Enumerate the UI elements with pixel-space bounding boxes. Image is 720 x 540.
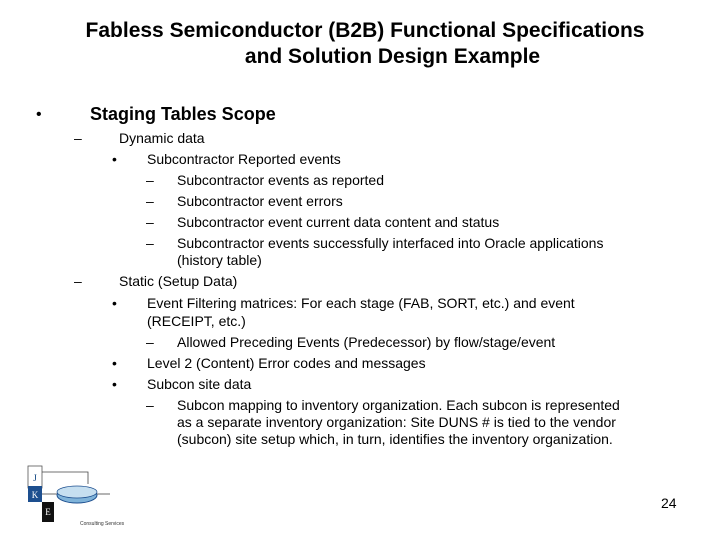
bullet-marker: • bbox=[112, 151, 117, 167]
bullet-marker: • bbox=[112, 295, 117, 311]
list-item: Subcontractor events as reported bbox=[177, 172, 385, 188]
logo-disc-top bbox=[57, 486, 97, 498]
title-line-1: Fabless Semiconductor (B2B) Functional Specifications bbox=[85, 19, 645, 42]
subcon-site-data: Subcon site data bbox=[147, 376, 252, 392]
dash-marker: – bbox=[74, 130, 82, 146]
list-item: Allowed Preceding Events (Predecessor) by flow/stage/event bbox=[177, 334, 556, 350]
list-item-continuation: as a separate inventory organization: Site DUNS # is tied to the vendor bbox=[177, 414, 616, 430]
static-data-label: Static (Setup Data) bbox=[119, 273, 238, 289]
list-item: Subcon mapping to inventory organization. Each subcon is represented bbox=[177, 397, 620, 413]
page-number: 24 bbox=[661, 495, 677, 511]
bullet-marker: • bbox=[112, 376, 117, 392]
list-item-continuation: (history table) bbox=[177, 252, 262, 268]
event-filtering-continuation: (RECEIPT, etc.) bbox=[147, 313, 246, 329]
dash-marker: – bbox=[146, 172, 154, 188]
list-item-continuation: (subcon) site setup which, in turn, identifies the inventory organization. bbox=[177, 431, 613, 447]
list-item: Subcontractor event errors bbox=[177, 193, 343, 209]
level2-error-codes: Level 2 (Content) Error codes and messages bbox=[147, 355, 426, 371]
bullet-marker: • bbox=[112, 355, 117, 371]
heading-bullet: • bbox=[36, 106, 42, 123]
title-line-2: and Solution Design Example bbox=[244, 45, 541, 68]
dash-marker: – bbox=[146, 193, 154, 209]
list-item: Subcontractor events successfully interfaced into Oracle applications bbox=[177, 235, 604, 251]
logo-letter-top: J bbox=[33, 473, 37, 483]
company-logo bbox=[14, 464, 124, 528]
subcontractor-events-label: Subcontractor Reported events bbox=[147, 151, 341, 167]
dash-marker: – bbox=[146, 397, 154, 413]
dash-marker: – bbox=[146, 214, 154, 230]
dash-marker: – bbox=[74, 273, 82, 289]
logo-connector bbox=[42, 472, 88, 484]
event-filtering-text: Event Filtering matrices: For each stage (FAB, SORT, etc.) and event bbox=[147, 295, 575, 311]
dash-marker: – bbox=[146, 334, 154, 350]
slide-title bbox=[0, 18, 720, 70]
section-heading: Staging Tables Scope bbox=[90, 104, 276, 124]
logo-letter-mid: K bbox=[31, 490, 39, 500]
dynamic-data-label: Dynamic data bbox=[119, 130, 205, 146]
logo-letter-bottom: E bbox=[45, 507, 51, 517]
dash-marker: – bbox=[146, 235, 154, 251]
list-item: Subcontractor event current data content and status bbox=[177, 214, 500, 230]
logo-text: Consulting Services bbox=[80, 521, 124, 527]
